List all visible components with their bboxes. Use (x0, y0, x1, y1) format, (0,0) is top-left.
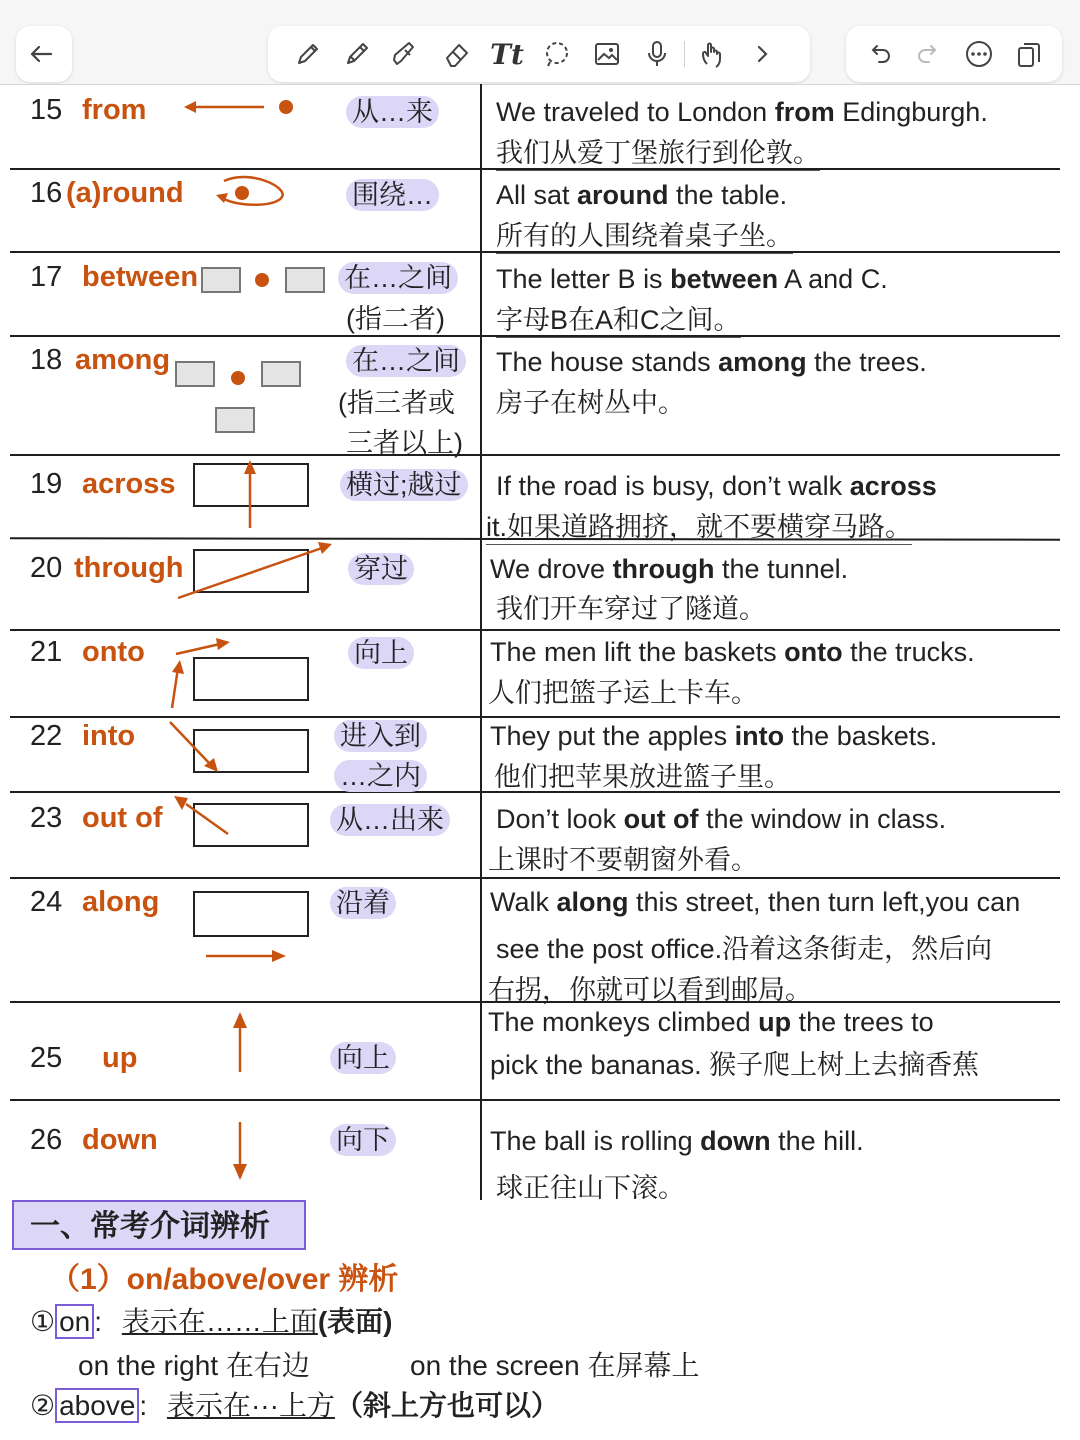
preposition-word: through (74, 552, 184, 584)
through-diagram (176, 540, 336, 606)
example-chinese: 我们开车穿过了隧道。 (496, 594, 766, 624)
highlighter-tool-button[interactable] (382, 29, 432, 79)
pages-icon (1013, 38, 1045, 70)
pencil-tool-button[interactable] (332, 29, 382, 79)
list-marker: ② (30, 1390, 56, 1421)
above-keyword: above (55, 1388, 139, 1423)
row-divider (10, 629, 1060, 631)
chinese-meaning: 沿着 (330, 887, 396, 919)
chinese-meaning: 在…之间 (338, 262, 458, 294)
more-options-button[interactable] (954, 29, 1004, 79)
section-heading: 一、常考介词辨析 (12, 1200, 306, 1250)
more-tools-button[interactable] (737, 29, 787, 79)
list-marker: ① (30, 1306, 56, 1337)
example-english: Walk along this street, then turn left,you can (490, 887, 1021, 917)
tool-group (268, 26, 810, 82)
row-number: 17 (30, 261, 63, 293)
chinese-meaning: 在…之间 (346, 345, 466, 377)
on-meaning-note: (表面) (317, 1306, 393, 1337)
around-diagram (210, 169, 290, 219)
lasso-icon (541, 38, 573, 70)
row-number: 23 (30, 802, 63, 834)
example-english: They put the apples into the baskets. (490, 721, 938, 751)
preposition-word: out of (82, 802, 163, 834)
highlighter-icon (391, 38, 423, 70)
chevron-right-icon (746, 38, 778, 70)
example-english: Don’t look out of the window in class. (496, 804, 947, 834)
gesture-tool-button[interactable] (687, 29, 737, 79)
undo-icon (863, 38, 895, 70)
actions-group (846, 26, 1062, 82)
on-example: on the right 在右边 (78, 1350, 310, 1381)
eraser-icon (441, 38, 473, 70)
lasso-tool-button[interactable] (532, 29, 582, 79)
image-tool-button[interactable] (582, 29, 632, 79)
on-definition (30, 1300, 393, 1340)
section-subtitle: （1）on/above/over 辨析 (50, 1263, 399, 1296)
above-meaning: 表示在···上方 (166, 1390, 335, 1421)
example-chinese: see the post office.沿着这条街走，然后向 (496, 934, 993, 964)
example-english: The ball is rolling down the hill. (490, 1126, 864, 1156)
redo-icon (913, 38, 945, 70)
on-meaning: 表示在……上面 (121, 1306, 318, 1337)
pencil-icon (341, 38, 373, 70)
row-divider (10, 454, 1060, 456)
row-number: 19 (30, 468, 63, 500)
undo-button[interactable] (854, 29, 904, 79)
example-english: The letter B is between A and C. (496, 264, 888, 294)
onto-diagram (160, 634, 320, 708)
example-english: If the road is busy, don’t walk across (496, 471, 937, 501)
pen-icon (291, 38, 323, 70)
preposition-word: among (75, 344, 171, 376)
gesture-icon (696, 38, 728, 70)
arrow-left-icon (25, 38, 57, 70)
row-number: 18 (30, 344, 63, 376)
preposition-word: up (102, 1042, 138, 1074)
row-divider (10, 1099, 1060, 1101)
preposition-word: along (82, 886, 160, 918)
example-english: The house stands among the trees. (496, 347, 927, 377)
row-number: 24 (30, 886, 63, 918)
text-tool-button[interactable] (482, 29, 532, 79)
row-divider (10, 877, 1060, 879)
example-chinese: pick the bananas. 猴子爬上树上去摘香蕉 (490, 1050, 980, 1080)
among-diagram (174, 356, 304, 438)
redo-button[interactable] (904, 29, 954, 79)
separator: : (94, 1306, 103, 1337)
row-number: 21 (30, 636, 63, 668)
toolbar-divider (684, 41, 685, 67)
toolbar (0, 0, 1080, 85)
row-number: 25 (30, 1042, 63, 1074)
example-chinese: 球正往山下滚。 (496, 1173, 685, 1203)
out-of-diagram (170, 796, 316, 860)
example-chinese: 右拐，你就可以看到邮局。 (488, 975, 812, 1005)
row-number: 15 (30, 94, 63, 126)
chinese-note: 三者以上) (346, 428, 463, 458)
preposition-word: into (82, 720, 136, 752)
text-icon: Tt (490, 37, 524, 71)
example-english: The men lift the baskets onto the trucks. (490, 637, 975, 667)
pages-button[interactable] (1004, 29, 1054, 79)
example-english: The monkeys climbed up the trees to (488, 1007, 934, 1037)
chinese-meaning: 围绕… (346, 179, 439, 211)
example-chinese: 房子在树丛中。 (496, 388, 685, 418)
on-example: on the screen 在屏幕上 (410, 1350, 700, 1381)
example-english: All sat around the table. (496, 180, 788, 210)
example-chinese: 人们把篮子运上卡车。 (488, 678, 758, 708)
chinese-meaning: 进入到 (334, 720, 427, 752)
chinese-note: (指二者) (346, 304, 445, 334)
example-english: We drove through the tunnel. (490, 554, 849, 584)
row-number: 22 (30, 720, 63, 752)
pen-tool-button[interactable] (282, 29, 332, 79)
image-icon (591, 38, 623, 70)
preposition-word: from (82, 94, 147, 126)
chinese-meaning: 向上 (348, 637, 414, 669)
along-diagram (190, 890, 320, 970)
between-diagram (200, 264, 330, 300)
chinese-meaning: 从…来 (346, 96, 439, 128)
back-group (16, 26, 72, 82)
from-diagram (180, 92, 300, 122)
on-keyword: on (55, 1304, 94, 1339)
above-meaning-note: （斜上方也可以） (334, 1390, 559, 1421)
chinese-meaning: …之内 (334, 760, 427, 792)
preposition-word: onto (82, 636, 145, 668)
chinese-meaning: 穿过 (348, 553, 414, 585)
note-page[interactable] (0, 84, 1080, 1440)
eraser-tool-button[interactable] (432, 29, 482, 79)
back-button[interactable] (16, 29, 66, 79)
preposition-word: down (82, 1124, 158, 1156)
chinese-note: (指三者或 (338, 388, 455, 418)
preposition-word: across (82, 468, 176, 500)
up-diagram (226, 1010, 254, 1076)
example-chinese: 我们从爱丁堡旅行到伦敦。 (496, 136, 820, 171)
chinese-meaning: 向下 (330, 1124, 396, 1156)
preposition-word: between (82, 261, 199, 293)
across-diagram (190, 456, 314, 532)
microphone-tool-button[interactable] (632, 29, 682, 79)
separator: : (139, 1390, 148, 1421)
example-chinese: 他们把苹果放进篮子里。 (494, 762, 791, 792)
row-number: 16 (30, 177, 63, 209)
preposition-word: (a)round (66, 177, 184, 209)
chinese-meaning: 从…出来 (330, 804, 450, 836)
row-number: 26 (30, 1124, 63, 1156)
chinese-meaning: 向上 (330, 1042, 396, 1074)
example-chinese: it.如果道路拥挤，就不要横穿马路。 (486, 510, 912, 545)
example-chinese: 所有的人围绕着桌子坐。 (496, 219, 793, 254)
example-chinese: 上课时不要朝窗外看。 (488, 845, 758, 875)
example-english: We traveled to London from Edingburgh. (496, 97, 988, 127)
more-icon (963, 38, 995, 70)
microphone-icon (641, 38, 673, 70)
chinese-meaning: 横过;越过 (340, 469, 468, 501)
example-chinese: 字母B在A和C之间。 (496, 303, 741, 338)
down-diagram (226, 1118, 254, 1184)
above-definition (30, 1384, 559, 1424)
row-number: 20 (30, 552, 63, 584)
into-diagram (166, 720, 316, 784)
row-divider (10, 716, 1060, 718)
